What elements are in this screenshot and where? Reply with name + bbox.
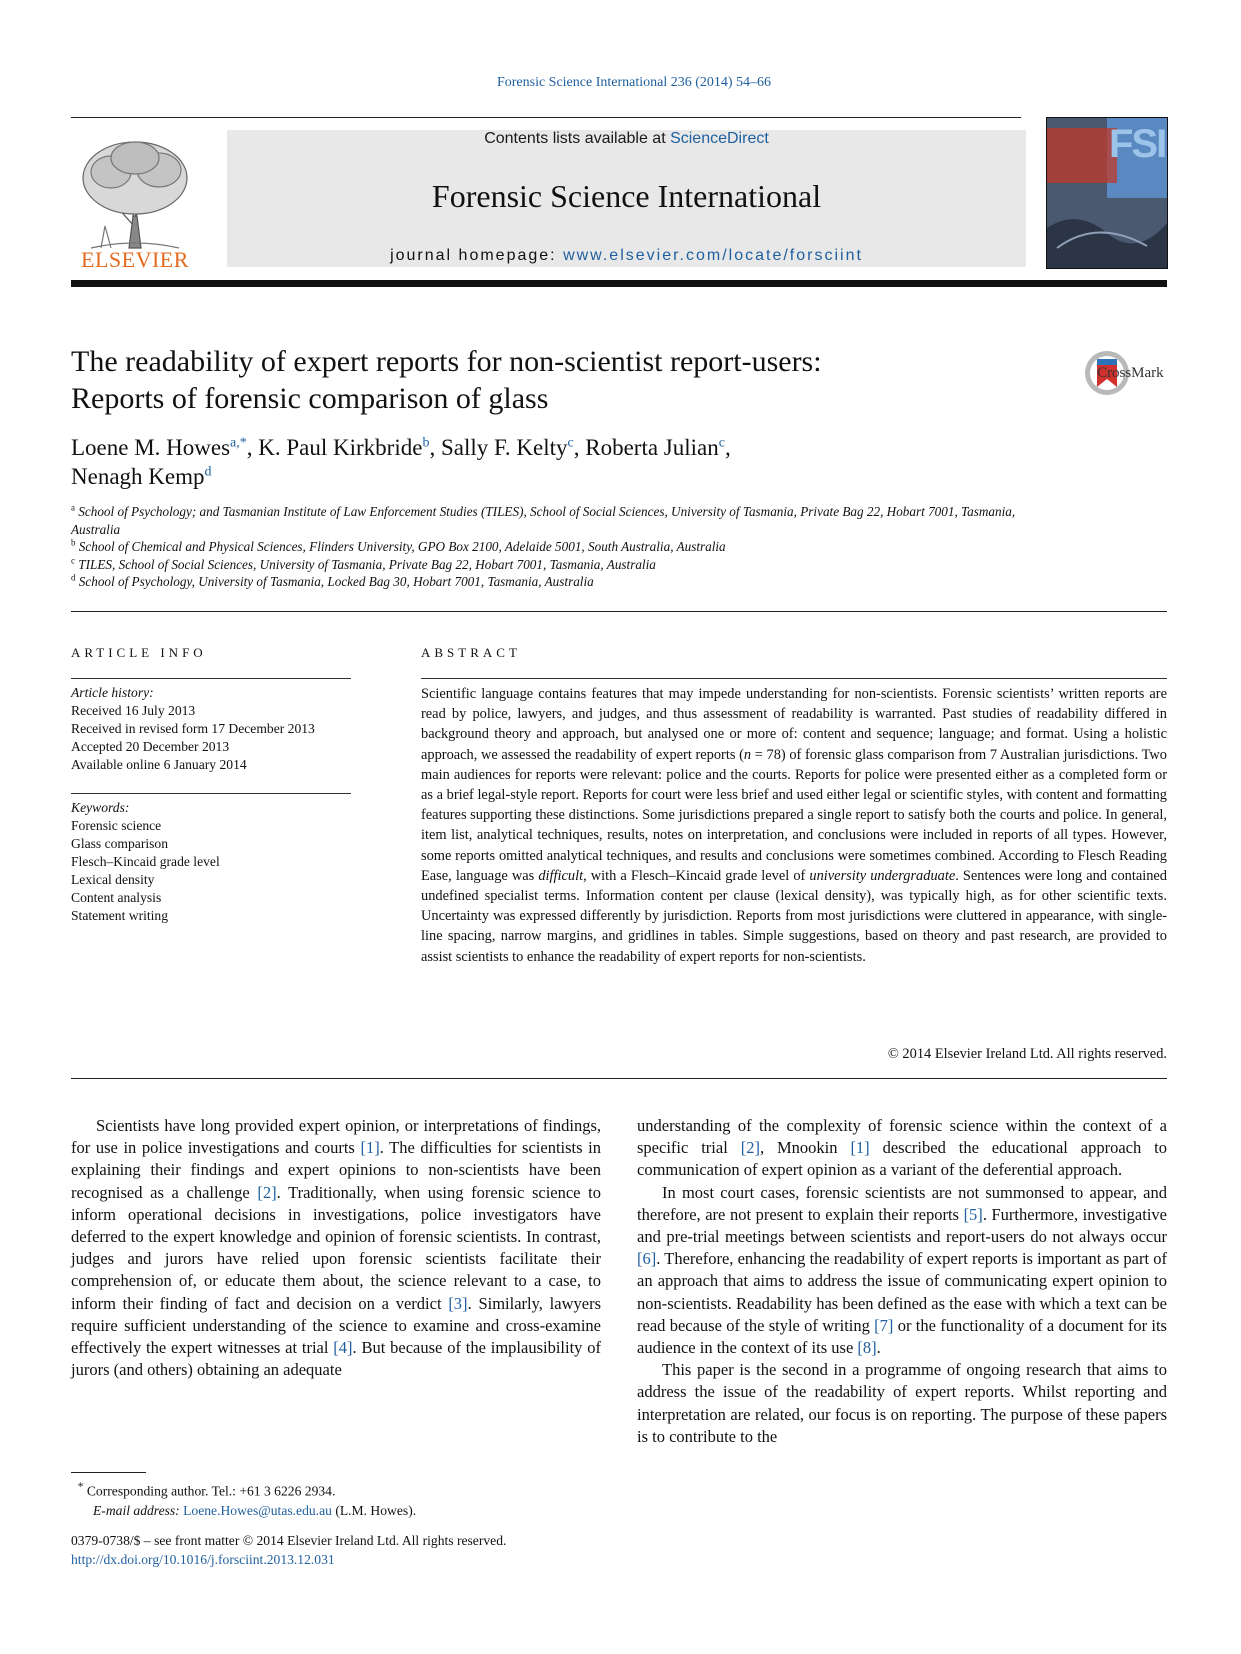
- header-top-rule: [71, 117, 1021, 118]
- author-affil-marker[interactable]: d: [204, 464, 212, 480]
- body-text: In most court cases, forensic scientists are not summonsed to appear, and therefore, are not present to explain their reports: [637, 1182, 1167, 1224]
- elsevier-wordmark: ELSEVIER: [81, 247, 189, 272]
- issn-line: 0379-0738/$ – see front matter © 2014 Elsevier Ireland Ltd. All rights reserved.: [71, 1533, 507, 1548]
- abstract-emphasis: difficult: [538, 867, 584, 884]
- body-column-right: [637, 1115, 1167, 1448]
- author-name: Roberta Julian: [585, 435, 719, 460]
- keyword-item: Statement writing: [71, 908, 169, 923]
- title-line-1: The readability of expert reports for non-scientist report-users:: [71, 345, 822, 378]
- author-affil-marker[interactable]: c: [567, 435, 574, 451]
- email-suffix: (L.M. Howes).: [331, 1502, 417, 1518]
- citation-link[interactable]: [6]: [637, 1249, 657, 1269]
- body-paragraph: [637, 1115, 1167, 1182]
- affiliation-text: School of Chemical and Physical Sciences, Flinders University, GPO Box 2100, Adelaide 5001, South Australia, Australia: [78, 539, 726, 554]
- citation-link[interactable]: [2]: [740, 1138, 760, 1158]
- author-affil-marker[interactable]: c: [718, 435, 725, 451]
- header-thick-rule: [71, 280, 1167, 287]
- abstract-text: [421, 684, 1167, 967]
- body-text: . Furthermore, investigative and pre-trial meetings between scientists and report-users do not always occur: [637, 1204, 1167, 1247]
- body-text: . Similarly, lawyers require sufficient understanding of the science to examine and cross-examine effectively the expert witnesses at trial: [71, 1293, 601, 1358]
- body-divider: [71, 1078, 1167, 1079]
- citation-link[interactable]: [4]: [333, 1338, 353, 1358]
- history-item: Available online 6 January 2014: [71, 757, 247, 772]
- article-info-heading: ARTICLE INFO: [71, 645, 207, 660]
- footnote-text: Corresponding author. Tel.: +61 3 6226 2934.: [83, 1483, 336, 1499]
- abstract-rule: [421, 678, 1167, 679]
- body-text: .: [876, 1338, 881, 1358]
- body-paragraph: This paper is the second in a programme of ongoing research that aims to address the issue of the readability of expert reports. Whilst reporting and interpretation are related, our focus is on reporting. The purpose of these papers is to contribute to the: [637, 1360, 1167, 1446]
- affiliation-marker: a: [71, 502, 75, 513]
- affiliation-marker: b: [71, 537, 76, 548]
- abstract-heading: ABSTRACT: [421, 645, 521, 660]
- keyword-item: Content analysis: [71, 890, 162, 905]
- body-column-left: [71, 1115, 601, 1381]
- sciencedirect-link[interactable]: ScienceDirect: [670, 130, 769, 147]
- citation-link[interactable]: [8]: [857, 1338, 877, 1358]
- body-paragraph: [637, 1182, 1167, 1360]
- body-text: . Traditionally, when using forensic science to inform operational decisions in investigations, police investigators have deferred to the expert knowledge and opinion of forensic scientists. In contrast, judges and jurors have relied upon forensic scientists facilitate their comprehension of, or educate them about, the science relevant to a case, to inform their finding of fact and decision on a verdict: [71, 1182, 601, 1313]
- citation-link[interactable]: [1]: [360, 1138, 380, 1158]
- affiliation-item: [71, 556, 1031, 574]
- affiliation-marker: d: [71, 572, 76, 583]
- abstract-copyright: © 2014 Elsevier Ireland Ltd. All rights reserved.: [887, 1046, 1167, 1062]
- affiliations: [71, 503, 1031, 591]
- history-item: Received 16 July 2013: [71, 703, 196, 718]
- journal-cover-thumbnail[interactable]: [1046, 117, 1168, 269]
- email-link[interactable]: Loene.Howes@utas.edu.au: [183, 1502, 332, 1518]
- journal-citation[interactable]: Forensic Science International 236 (2014) 54–66: [496, 75, 772, 90]
- author-affil-marker[interactable]: b: [422, 435, 430, 451]
- homepage-prefix: journal homepage:: [390, 247, 564, 264]
- homepage-link[interactable]: www.elsevier.com/locate/forsciint: [563, 247, 863, 264]
- citation-link[interactable]: [5]: [963, 1204, 983, 1224]
- section-divider: [71, 611, 1167, 612]
- author-name: Sally F. Kelty: [440, 435, 568, 460]
- body-text: . The difficulties for scientists in explaining their findings and expert opinions to non-scientists have been recognised as a challenge: [71, 1138, 601, 1202]
- title-line-2: Reports of forensic comparison of glass: [71, 382, 549, 415]
- author-name: Nenagh Kemp: [71, 464, 205, 489]
- article-info-rule: [71, 678, 351, 679]
- history-item: Accepted 20 December 2013: [71, 739, 230, 754]
- footnote-line: [71, 1501, 631, 1520]
- citation-link[interactable]: [2]: [257, 1182, 277, 1202]
- footnote-line: [71, 1478, 631, 1501]
- affiliation-text: TILES, School of Social Sciences, University of Tasmania, Private Bag 22, Hobart 7001, Tasmania, Australia: [78, 556, 656, 572]
- abstract-segment: = 78) of forensic glass comparison from 7 Australian jurisdictions. Two main audiences for reports were relevant: police and the courts. Reports for police were presented either as a completed form or as a brief legal-style report. Reports for court were less brief and used either legal or scientific styles, with content and formatting features supporting these distinctions. Some jurisdictions prepared a single report to satisfy both the courts and police. In general, item list, analytical techniques, results, notes on interpretation, and conclusions were included in reports of all types. However, some reports omitted analytical techniques, and results and conclusions were sometimes combined. According to Flesch Reading Ease, language was: [421, 746, 1167, 884]
- author-separator: ,: [429, 435, 441, 460]
- body-text: , Mnookin: [759, 1138, 851, 1158]
- front-matter: [71, 1531, 631, 1569]
- abstract-emphasis: university undergraduate: [809, 867, 956, 884]
- affiliation-marker: c: [71, 555, 75, 566]
- email-label: E-mail address:: [93, 1502, 184, 1518]
- author-name: K. Paul Kirkbride: [258, 435, 423, 460]
- abstract-segment: , with a Flesch–Kincaid grade level of: [583, 867, 810, 884]
- contents-availability: [227, 130, 1026, 148]
- journal-homepage: [227, 247, 1026, 265]
- abstract-n-symbol: n: [743, 746, 752, 763]
- author-name: Loene M. Howes: [71, 435, 231, 460]
- corresponding-author-footnote: [71, 1478, 631, 1520]
- body-text: or the functionality of a document for its audience in the context of its use: [637, 1315, 1167, 1358]
- author-affil-marker[interactable]: a,*: [230, 435, 247, 451]
- citation-link[interactable]: [7]: [874, 1315, 894, 1335]
- article-history: [71, 684, 371, 774]
- author-separator: ,: [246, 435, 259, 460]
- body-text: described the educational approach to communication of expert opinion as a variant of the deferential approach.: [637, 1138, 1167, 1180]
- cover-fsi-letters: FSI: [1109, 122, 1166, 166]
- author-separator: ,: [724, 435, 731, 460]
- history-label: Article history:: [71, 685, 154, 700]
- affiliation-item: [71, 538, 1031, 556]
- keyword-item: Lexical density: [71, 872, 155, 887]
- keywords-label: Keywords:: [71, 800, 130, 815]
- keyword-item: Forensic science: [71, 818, 162, 833]
- article-title: [71, 343, 971, 417]
- body-text: understanding of the complexity of forensic science within the context of a specific trial: [637, 1116, 1167, 1158]
- author-list: [71, 433, 1071, 491]
- crossmark-label[interactable]: CrossMark: [1097, 365, 1164, 381]
- keyword-item: Flesch–Kincaid grade level: [71, 854, 220, 869]
- author-separator: ,: [573, 435, 586, 460]
- contents-prefix: Contents lists available at: [484, 130, 671, 147]
- keywords-rule: [71, 793, 351, 794]
- history-item: Received in revised form 17 December 2013: [71, 721, 315, 736]
- affiliation-text: School of Psychology, University of Tasmania, Locked Bag 30, Hobart 7001, Tasmania, Australia: [78, 574, 594, 589]
- citation-link[interactable]: [3]: [448, 1293, 468, 1313]
- keyword-item: Glass comparison: [71, 836, 169, 851]
- footnote-rule: [71, 1472, 146, 1473]
- citation-link[interactable]: [1]: [850, 1138, 870, 1158]
- abstract-segment: Scientific language contains features that may impede understanding for non-scientists. Forensic scientists’ written reports are read by police, lawyers, and judges, and thus assessment of readability is warranted. Past studies of readability differed in background theory and approach, but analysed one or more of: content and sequence; language; and format. Using a holistic approach, we assessed the readability of expert reports (: [421, 686, 1167, 763]
- affiliation-item: [71, 573, 1031, 591]
- body-paragraph: [71, 1115, 601, 1381]
- journal-name: Forensic Science International: [431, 178, 822, 214]
- abstract-segment: . Sentences were long and contained undefined specialist terms. Information content per clause (lexical density), was typically high, as for other scientific texts. Uncertainty was expressed differently by jurisdiction. Reports from most jurisdictions were cluttered in appearance, with single-line spacing, narrow margins, and gridlines in tables. Simple suggestions, based on theory and past research, are provided to assist scientists to enhance the readability of expert reports for non-scientists.: [421, 867, 1167, 965]
- body-text: Scientists have long provided expert opinion, or interpretations of findings, for use in police investigations and courts: [71, 1116, 601, 1158]
- doi-link[interactable]: http://dx.doi.org/10.1016/j.forsciint.2013.12.031: [71, 1552, 335, 1567]
- affiliation-item: [71, 503, 1031, 538]
- body-text: . Therefore, enhancing the readability of expert reports is important as part of an approach that aims to address the issue of communicating expert opinion to non-scientists. Readability has been defined as the ease with which a text can be read because of the style of writing: [637, 1249, 1167, 1335]
- affiliation-text: School of Psychology; and Tasmanian Institute of Law Enforcement Studies (TILES), School of Social Sciences, University of Tasmania, Private Bag 22, Hobart 7001, Tasmania, Australia: [71, 504, 1016, 537]
- footnote-marker: *: [77, 1481, 84, 1493]
- keywords: [71, 799, 371, 925]
- journal-masthead: [227, 130, 1026, 267]
- body-text: . But because of the implausibility of jurors (and others) obtaining an adequate: [71, 1338, 601, 1380]
